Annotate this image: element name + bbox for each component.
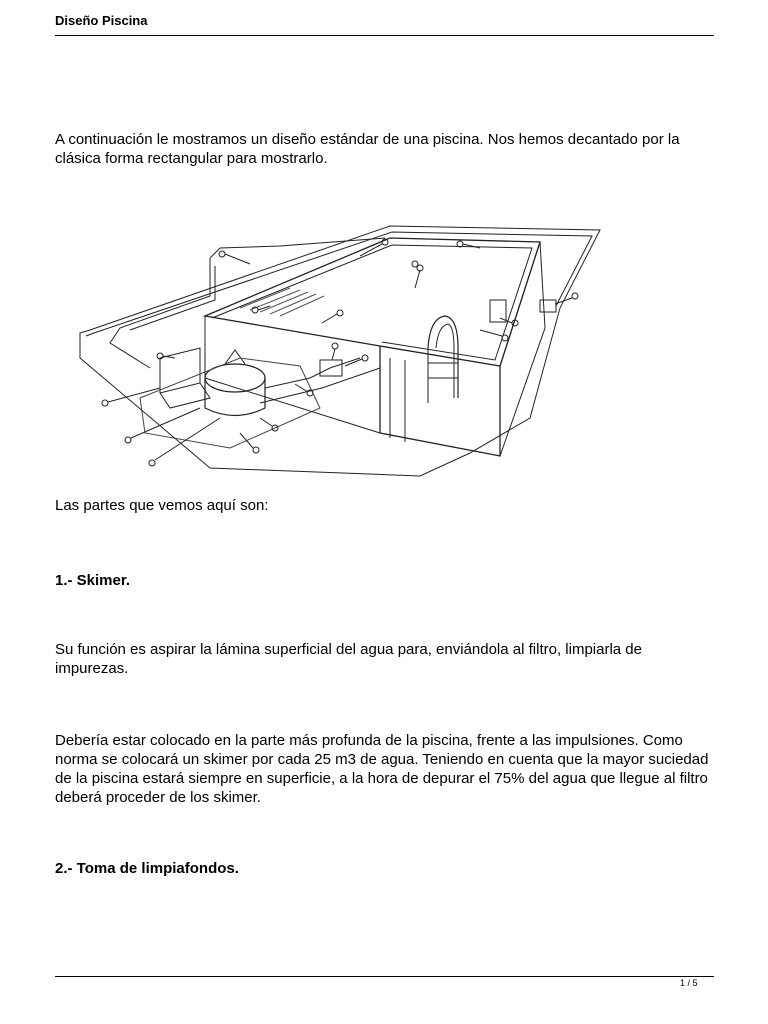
section-2-heading: 2.- Toma de limpiafondos. — [55, 860, 239, 877]
header-rule — [55, 35, 714, 36]
footer-rule — [55, 976, 714, 977]
page-number: 1 / 5 — [680, 978, 698, 988]
pool-diagram — [60, 218, 620, 480]
intro-paragraph: A continuación le mostramos un diseño estándar de una piscina. Nos hemos decantado por la clásica forma rectangular para mostrarlo. — [55, 131, 680, 167]
header-title: Diseño Piscina — [55, 13, 148, 28]
parts-intro: Las partes que vemos aquí son: — [55, 497, 269, 514]
section-1-paragraph-1: Su función es aspirar la lámina superficial del agua para, enviándola al filtro, limpiarla de impurezas. — [55, 641, 642, 677]
section-1-paragraph-2: Debería estar colocado en la parte más profunda de la piscina, frente a las impulsiones. Como norma se colocará un skimer por cada 25 m3 de agua. Teniendo en cuenta que la mayor suciedad de la piscina estará siempre en superficie, a la hora de depurar el 75% del agua que llegue al filtro deberá proceder de los skimer. — [55, 732, 709, 806]
section-1-heading: 1.- Skimer. — [55, 572, 131, 589]
